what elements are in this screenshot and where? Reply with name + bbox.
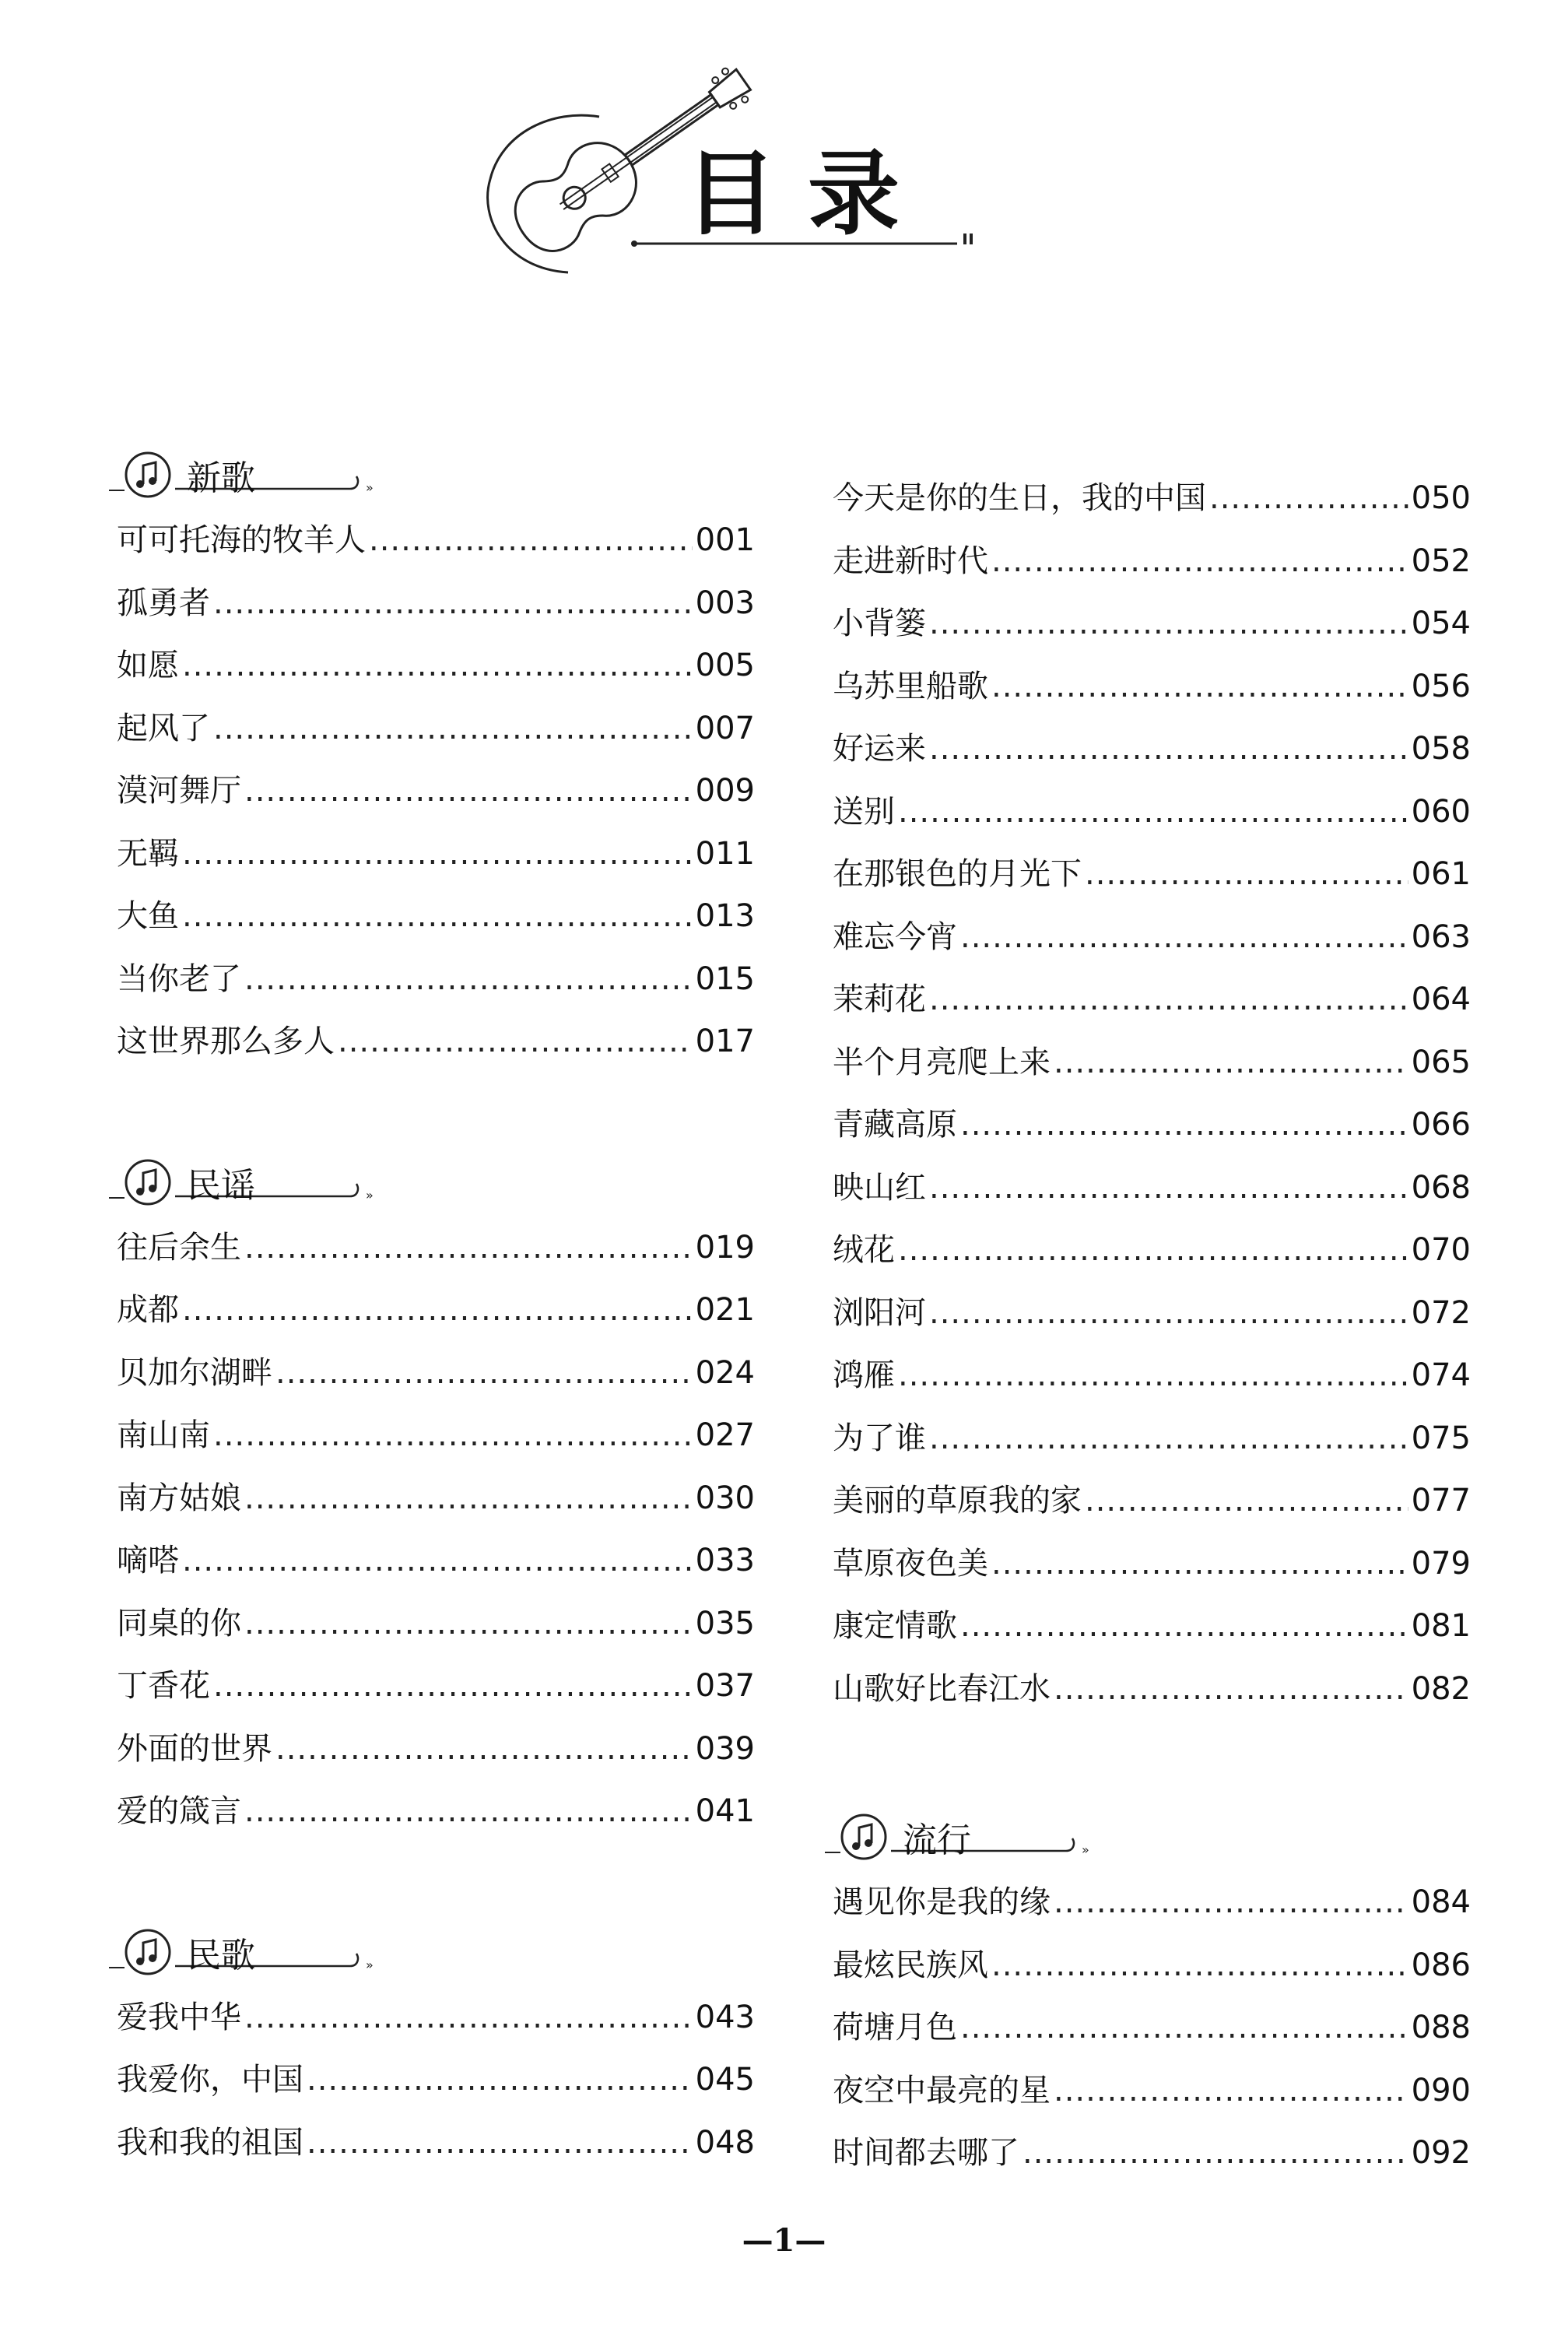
section-title: 民歌 <box>187 1935 255 1975</box>
dot-leader <box>244 760 693 823</box>
song-title: 孤勇者 <box>117 585 210 621</box>
page-number: 056 <box>1411 668 1471 704</box>
dot-leader <box>244 1780 693 1843</box>
song-title: 无羁 <box>117 835 179 872</box>
dot-leader <box>182 1279 693 1342</box>
toc-row[interactable] <box>117 1718 755 1781</box>
dot-leader <box>338 1010 693 1073</box>
page-number: 048 <box>695 2124 755 2161</box>
section-minge-continued <box>833 467 1471 1720</box>
song-title: 今天是你的生日，我的中国 <box>833 480 1206 516</box>
svg-text:»: » <box>366 480 374 495</box>
dot-leader <box>182 634 693 697</box>
song-title: 美丽的草原我的家 <box>833 1483 1082 1519</box>
toc-row[interactable] <box>117 1279 755 1342</box>
toc-row[interactable] <box>117 1010 755 1073</box>
page-number: 084 <box>1411 1884 1471 1920</box>
svg-text:»: » <box>366 1957 374 1972</box>
dot-leader <box>307 2049 693 2112</box>
dot-leader <box>898 1344 1408 1407</box>
dot-leader <box>898 1219 1408 1282</box>
song-title: 茉莉花 <box>833 981 926 1017</box>
section-title: 流行 <box>903 1821 971 1860</box>
page-number: 090 <box>1411 2072 1471 2109</box>
dot-leader <box>213 1404 693 1467</box>
page-number: 068 <box>1411 1169 1471 1206</box>
dot-leader <box>1085 843 1408 906</box>
page-number: 086 <box>1411 1947 1471 1983</box>
dot-leader <box>991 655 1408 718</box>
song-title: 遇见你是我的缘 <box>833 1884 1051 1920</box>
dot-leader <box>244 948 693 1011</box>
toc-row[interactable] <box>833 968 1471 1031</box>
toc-row[interactable] <box>117 948 755 1011</box>
toc-row[interactable] <box>117 634 755 697</box>
song-title: 山歌好比春江水 <box>833 1670 1051 1707</box>
svg-text:»: » <box>1082 1842 1089 1857</box>
toc-row[interactable] <box>117 1780 755 1843</box>
section-liuxing <box>833 1806 1471 2185</box>
song-title: 草原夜色美 <box>833 1545 988 1582</box>
dot-leader <box>929 1282 1408 1345</box>
page-number: 019 <box>695 1229 755 1266</box>
song-title: 南山南 <box>117 1417 210 1453</box>
song-title: 乌苏里船歌 <box>833 668 988 704</box>
dot-leader <box>369 509 693 572</box>
page-number: 075 <box>1411 1420 1471 1456</box>
song-title: 夜空中最亮的星 <box>833 2072 1051 2109</box>
song-title: 送别 <box>833 793 895 830</box>
toc-row[interactable] <box>117 760 755 823</box>
toc-row[interactable] <box>117 1467 755 1530</box>
song-title: 外面的世界 <box>117 1730 272 1767</box>
toc-row[interactable] <box>833 1658 1471 1721</box>
toc-row[interactable] <box>833 1344 1471 1407</box>
music-note-icon <box>109 1921 420 1986</box>
dot-leader <box>275 1342 693 1405</box>
page-number: 005 <box>695 648 755 683</box>
section-xinge <box>117 444 755 1073</box>
dot-leader <box>213 1655 693 1718</box>
song-title: 好运来 <box>833 731 926 767</box>
page-number: 033 <box>695 1543 755 1578</box>
song-title: 贝加尔湖畔 <box>117 1354 272 1391</box>
page-number: 045 <box>695 2062 755 2098</box>
toc-row[interactable] <box>117 509 755 572</box>
song-title: 往后余生 <box>117 1229 241 1266</box>
dot-leader <box>929 968 1408 1031</box>
toc-row[interactable] <box>117 1655 755 1718</box>
toc-row[interactable] <box>833 1934 1471 1997</box>
page-number: 041 <box>695 1793 755 1829</box>
page-number: 009 <box>695 773 755 809</box>
song-title: 起风了 <box>117 710 210 746</box>
dot-leader <box>991 1533 1408 1596</box>
dot-leader <box>1054 2059 1408 2123</box>
song-title: 漠河舞厅 <box>117 773 241 809</box>
section-title: 民谣 <box>187 1165 255 1206</box>
right-column <box>833 467 1471 2263</box>
song-title: 同桌的你 <box>117 1605 241 1642</box>
page-number: 017 <box>695 1024 755 1059</box>
song-title: 成都 <box>117 1292 179 1328</box>
toc-row[interactable] <box>833 1595 1471 1658</box>
song-title: 映山红 <box>833 1169 926 1206</box>
dot-leader <box>929 592 1408 655</box>
page-number: 013 <box>695 898 755 934</box>
toc-row[interactable] <box>833 843 1471 906</box>
page-number: 082 <box>1411 1670 1471 1707</box>
section-header <box>117 444 755 509</box>
song-title: 当你老了 <box>117 960 241 997</box>
toc-row[interactable] <box>833 1407 1471 1470</box>
toc-row[interactable] <box>833 1533 1471 1596</box>
page-number: 063 <box>1411 918 1471 955</box>
music-note-icon <box>825 1806 1136 1871</box>
toc-row[interactable] <box>117 572 755 635</box>
song-title: 荷塘月色 <box>833 2010 957 2045</box>
dot-leader <box>1054 1031 1408 1094</box>
song-title: 南方姑娘 <box>117 1480 241 1516</box>
dot-leader <box>929 1157 1408 1220</box>
toc-row[interactable] <box>833 1094 1471 1157</box>
song-title: 绒花 <box>833 1232 895 1268</box>
toc-row[interactable] <box>833 781 1471 844</box>
toc-row[interactable] <box>833 655 1471 718</box>
toc-row[interactable] <box>117 823 755 886</box>
toc-row[interactable] <box>117 1986 755 2049</box>
toc-row[interactable] <box>117 2049 755 2112</box>
section-title: 新歌 <box>187 458 255 498</box>
page-number: 015 <box>695 960 755 997</box>
dot-leader <box>182 1529 693 1592</box>
toc-row[interactable] <box>117 697 755 760</box>
song-title: 爱的箴言 <box>117 1793 241 1829</box>
dot-leader <box>213 697 693 760</box>
toc-row[interactable] <box>833 2059 1471 2123</box>
toc-row[interactable] <box>833 2122 1471 2185</box>
page-number: 064 <box>1411 981 1471 1017</box>
dot-leader <box>1085 1469 1408 1533</box>
dot-leader <box>960 1094 1408 1157</box>
song-title: 走进新时代 <box>833 542 988 579</box>
page-number: 024 <box>695 1354 755 1391</box>
page-number: 058 <box>1411 731 1471 767</box>
page-number: 007 <box>695 710 755 746</box>
page-number: 035 <box>695 1605 755 1642</box>
dot-leader <box>991 1934 1408 1997</box>
toc-row[interactable] <box>833 1031 1471 1094</box>
dot-leader <box>182 823 693 886</box>
song-title: 我和我的祖国 <box>117 2124 303 2161</box>
song-title: 这世界那么多人 <box>117 1024 335 1059</box>
song-title: 时间都去哪了 <box>833 2135 1019 2171</box>
page-title: 目录 <box>685 140 931 248</box>
song-title: 浏阳河 <box>833 1294 926 1331</box>
dot-leader <box>213 572 693 635</box>
song-title: 半个月亮爬上来 <box>833 1044 1051 1080</box>
svg-text:»: » <box>366 1187 374 1203</box>
section-minge <box>117 1921 755 2175</box>
song-title: 可可托海的牧羊人 <box>117 522 366 558</box>
page-number: 050 <box>1411 480 1471 516</box>
dot-leader <box>244 1467 693 1530</box>
page-number: 054 <box>1411 606 1471 641</box>
toc-row[interactable] <box>117 2112 755 2175</box>
toc-row[interactable] <box>833 530 1471 593</box>
song-title: 小背篓 <box>833 606 926 641</box>
toc-row[interactable] <box>117 1217 755 1280</box>
dot-leader <box>929 718 1408 781</box>
section-header <box>117 1921 755 1986</box>
page-number: 081 <box>1411 1608 1471 1644</box>
dot-leader <box>898 781 1408 844</box>
song-title: 在那银色的月光下 <box>833 856 1082 892</box>
dot-leader <box>960 906 1408 969</box>
toc-row[interactable] <box>833 1282 1471 1345</box>
song-title: 最炫民族风 <box>833 1947 988 1983</box>
dot-leader <box>275 1718 693 1781</box>
section-header <box>117 1151 755 1217</box>
section-minyao <box>117 1151 755 1843</box>
page-number: 074 <box>1411 1357 1471 1393</box>
page-number: 079 <box>1411 1545 1471 1582</box>
toc-row[interactable] <box>833 906 1471 969</box>
song-title: 我爱你，中国 <box>117 2062 303 2098</box>
toc-row[interactable] <box>117 1529 755 1592</box>
music-note-icon <box>109 444 420 509</box>
section-header <box>833 1806 1471 1871</box>
toc-row[interactable] <box>833 1996 1471 2059</box>
dot-leader <box>929 1407 1408 1470</box>
page-number: 060 <box>1411 793 1471 830</box>
page-number: 043 <box>695 1999 755 2035</box>
page-number: 070 <box>1411 1232 1471 1268</box>
page-number: 011 <box>695 835 755 872</box>
page-number: 066 <box>1411 1107 1471 1143</box>
left-column <box>117 444 755 2252</box>
song-title: 康定情歌 <box>833 1608 957 1644</box>
dot-leader <box>991 530 1408 593</box>
page-number: 077 <box>1411 1483 1471 1519</box>
toc-row[interactable] <box>117 885 755 948</box>
dot-leader <box>1054 1658 1408 1721</box>
toc-row[interactable] <box>833 1219 1471 1282</box>
toc-row[interactable] <box>833 1871 1471 1934</box>
page-number: 088 <box>1411 2010 1471 2045</box>
dot-leader <box>244 1217 693 1280</box>
page-number: 072 <box>1411 1294 1471 1331</box>
page-number: 039 <box>695 1730 755 1767</box>
dot-leader <box>1023 2122 1408 2185</box>
page-number: 021 <box>695 1292 755 1328</box>
dot-leader <box>960 1996 1408 2059</box>
page-number: 092 <box>1411 2135 1471 2171</box>
page-number: 001 <box>695 522 755 558</box>
page-number: 037 <box>695 1668 755 1704</box>
dot-leader <box>1054 1871 1408 1934</box>
dot-leader <box>244 1592 693 1656</box>
song-title: 难忘今宵 <box>833 918 957 955</box>
song-title: 丁香花 <box>117 1668 210 1704</box>
song-title: 青藏高原 <box>833 1107 957 1143</box>
page-number: 061 <box>1411 856 1471 892</box>
page-number: 030 <box>695 1480 755 1516</box>
song-title: 鸿雁 <box>833 1357 895 1393</box>
page-number-footer: —1— <box>742 2222 826 2259</box>
page-header <box>475 62 1004 288</box>
song-title: 大鱼 <box>117 898 179 934</box>
song-title: 嘀嗒 <box>117 1543 179 1578</box>
toc-row[interactable] <box>833 1157 1471 1220</box>
dot-leader <box>1209 467 1408 530</box>
dot-leader <box>244 1986 693 2049</box>
toc-row[interactable] <box>117 1592 755 1656</box>
toc-row[interactable] <box>833 467 1471 530</box>
toc-row[interactable] <box>833 592 1471 655</box>
toc-row[interactable] <box>117 1404 755 1467</box>
music-note-icon <box>109 1151 420 1217</box>
dot-leader <box>307 2112 693 2175</box>
toc-row[interactable] <box>833 718 1471 781</box>
page-number: 052 <box>1411 542 1471 579</box>
song-title: 爱我中华 <box>117 1999 241 2035</box>
song-title: 为了谁 <box>833 1420 926 1456</box>
song-title: 如愿 <box>117 648 179 683</box>
page-number: 003 <box>695 585 755 621</box>
page-number: 027 <box>695 1417 755 1453</box>
page-number: 065 <box>1411 1044 1471 1080</box>
toc-row[interactable] <box>833 1469 1471 1533</box>
dot-leader <box>182 885 693 948</box>
dot-leader <box>960 1595 1408 1658</box>
toc-row[interactable] <box>117 1342 755 1405</box>
